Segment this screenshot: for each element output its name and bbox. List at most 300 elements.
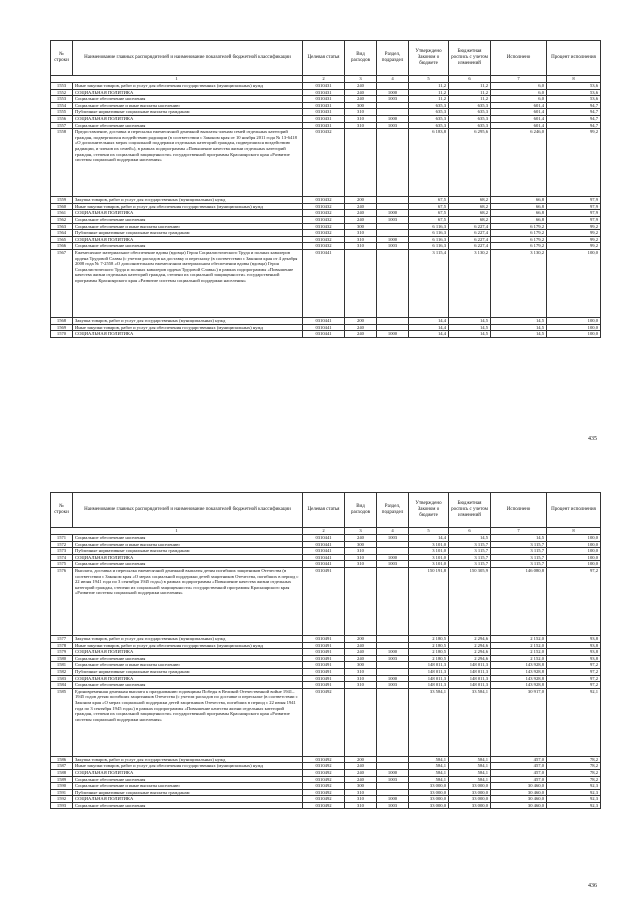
budget-amount: 33 000,0 [449, 783, 491, 790]
budget-amount: 14,5 [449, 324, 491, 331]
row-number: 1593 [51, 802, 73, 809]
row-name: Социальное обеспечение и иные выплаты населению [73, 223, 303, 230]
executed-amount: 30 460,0 [491, 783, 547, 790]
budget-amount: 6 227,4 [449, 243, 491, 250]
table-row [51, 243, 601, 250]
row-number: 1561 [51, 210, 73, 217]
approved-amount: 67,5 [409, 216, 449, 223]
percent-executed: 97,9 [547, 203, 601, 210]
target-article: 0310441 [303, 317, 345, 324]
expense-type: 200 [345, 197, 377, 204]
section [377, 548, 409, 555]
budget-amount: 33 584,1 [449, 688, 491, 756]
column-number: 8 [547, 76, 601, 83]
executed-amount: 3 115,7 [491, 561, 547, 568]
executed-amount: 30 460,0 [491, 802, 547, 809]
approved-amount: 584,1 [409, 756, 449, 763]
target-article: 0310491 [303, 567, 345, 635]
table-row [51, 662, 601, 669]
executed-amount: 143 928,8 [491, 682, 547, 689]
row-number: 1557 [51, 122, 73, 129]
budget-amount: 14,5 [449, 317, 491, 324]
column-number: 6 [449, 528, 491, 535]
target-article: 0310432 [303, 230, 345, 237]
row-name: Ежемесячное материальное обеспечение вдовы (вдовца) Героя Социалистического Труда и полных кавалеров ордена Трудовой Славы (с учетом расходов на доставку и пересылку (в соответствии с Законом края от 4 декабря 2008 года № 7-2558 «О дополнительном ежемесячном материальном обеспечении вдовы (вдовца) Героя Социалистического Труда и полных кавалеров ордена Трудовой Славы») в рамках подпрограммы «Повышение качества жизни отдельных категорий граждан, степени их социальной защищенности» государственной программы Красноярского края «Развитие системы социальной поддержки населения» [73, 249, 303, 317]
percent-executed: 92,3 [547, 796, 601, 803]
budget-amount: 68,2 [449, 197, 491, 204]
expense-type [345, 567, 377, 635]
expense-type: 240 [345, 763, 377, 770]
approved-amount: 14,4 [409, 317, 449, 324]
approved-amount: 33 000,0 [409, 789, 449, 796]
percent-executed: 100,0 [547, 331, 601, 338]
expense-type: 240 [345, 89, 377, 96]
percent-executed: 97,2 [547, 675, 601, 682]
approved-amount: 635,3 [409, 102, 449, 109]
row-name: Социальное обеспечение населения [73, 243, 303, 250]
header-target-article: Целевая статья [303, 493, 345, 528]
target-article: 0310431 [303, 89, 345, 96]
approved-amount: 14,4 [409, 324, 449, 331]
expense-type: 240 [345, 649, 377, 656]
table-row [51, 129, 601, 197]
budget-amount: 2 294,6 [449, 655, 491, 662]
expense-type: 300 [345, 662, 377, 669]
executed-amount: 143 928,8 [491, 662, 547, 669]
row-number: 1586 [51, 756, 73, 763]
table-row [51, 249, 601, 317]
header-approved: Утверждено Законом о бюджете [409, 493, 449, 528]
row-name: Социальное обеспечение и иные выплаты населению [73, 783, 303, 790]
percent-executed: 100,0 [547, 317, 601, 324]
percent-executed: 99,2 [547, 236, 601, 243]
row-number: 1573 [51, 548, 73, 555]
executed-amount: 457,0 [491, 756, 547, 763]
table-row [51, 769, 601, 776]
target-article: 0310432 [303, 197, 345, 204]
percent-executed: 99,2 [547, 230, 601, 237]
executed-amount: 143 928,8 [491, 668, 547, 675]
executed-amount: 3 115,7 [491, 541, 547, 548]
approved-amount: 3 115,4 [409, 249, 449, 317]
row-name: Социальное обеспечение населения [73, 682, 303, 689]
approved-amount: 11,2 [409, 89, 449, 96]
header-percent: Процент исполнения [547, 41, 601, 76]
row-name: Социальное обеспечение населения [73, 535, 303, 542]
column-number: 6 [449, 76, 491, 83]
approved-amount: 2 180,5 [409, 642, 449, 649]
row-name: Выплата, доставка и пересылка ежемесячной денежной выплаты детям погибших защитников Отечества (в соответствии с Законом края «О мерах социальной поддержки детей защитников Отечества, погибших в период с 22 июня 1941 года по 3 сентября 1945 года») в рамках подпрограммы «Повышение качества жизни отдельных категорий граждан, степени их социальной защищенности» государственной программы Красноярского края «Развитие системы социальной поддержки населения» [73, 567, 303, 635]
row-name: Единовременная денежная выплата к празднованию годовщины Победы в Великой Отечественной войне 1941–1945 годов детям погибших защитников Отечества (с учетом расходов по доставке и пересылке (в соответствии с Законом края «О мерах социальной поддержки детей защитников Отечества, погибших в период с 22 июня 1941 года по 3 сентября 1945 года») в рамках подпрограммы «Повышение качества жизни отдельных категорий граждан, степени их социальной защищенности» государственной программы Красноярского края «Развитие системы социальной поддержки населения» [73, 688, 303, 756]
budget-amount: 3 115,7 [449, 548, 491, 555]
expense-type [345, 249, 377, 317]
expense-type: 300 [345, 223, 377, 230]
approved-amount: 33 000,0 [409, 783, 449, 790]
section: 1003 [377, 802, 409, 809]
target-article: 0310431 [303, 96, 345, 103]
row-name: Социальное обеспечение и иные выплаты населению [73, 662, 303, 669]
section [377, 789, 409, 796]
budget-amount: 2 294,6 [449, 642, 491, 649]
row-number: 1579 [51, 649, 73, 656]
expense-type: 310 [345, 789, 377, 796]
column-number: 3 [345, 76, 377, 83]
target-article: 0310491 [303, 642, 345, 649]
executed-amount: 601,4 [491, 109, 547, 116]
executed-amount: 6 179,2 [491, 243, 547, 250]
executed-amount: 457,0 [491, 763, 547, 770]
target-article: 0310492 [303, 789, 345, 796]
approved-amount: 3 101,0 [409, 561, 449, 568]
row-number: 1559 [51, 197, 73, 204]
header-target-article: Целевая статья [303, 41, 345, 76]
expense-type: 240 [345, 642, 377, 649]
target-article: 0310431 [303, 102, 345, 109]
executed-amount: 6 179,2 [491, 223, 547, 230]
target-article: 0310441 [303, 548, 345, 555]
section: 1003 [377, 655, 409, 662]
expense-type: 240 [345, 769, 377, 776]
percent-executed: 97,2 [547, 668, 601, 675]
expense-type: 240 [345, 655, 377, 662]
header-approved: Утверждено Законом о бюджете [409, 41, 449, 76]
header-row-number: № строки [51, 493, 73, 528]
section: 1003 [377, 216, 409, 223]
row-name: СОЦИАЛЬНАЯ ПОЛИТИКА [73, 236, 303, 243]
approved-amount: 6 116,3 [409, 243, 449, 250]
expense-type: 310 [345, 675, 377, 682]
approved-amount: 584,1 [409, 769, 449, 776]
expense-type: 310 [345, 796, 377, 803]
row-number: 1577 [51, 635, 73, 642]
row-name: СОЦИАЛЬНАЯ ПОЛИТИКА [73, 554, 303, 561]
header-expense-type: Вид расходов [345, 41, 377, 76]
section [377, 230, 409, 237]
percent-executed: 100,0 [547, 554, 601, 561]
expense-type: 240 [345, 216, 377, 223]
approved-amount: 6 116,3 [409, 230, 449, 237]
target-article: 0310491 [303, 649, 345, 656]
row-name: Социальное обеспечение населения [73, 561, 303, 568]
section: 1000 [377, 89, 409, 96]
budget-amount: 584,1 [449, 776, 491, 783]
table-row [51, 802, 601, 809]
header-budget-list: Бюджетная роспись с учетом изменений [449, 493, 491, 528]
expense-type: 300 [345, 783, 377, 790]
executed-amount: 6,0 [491, 96, 547, 103]
approved-amount: 33 000,0 [409, 796, 449, 803]
percent-executed: 78,2 [547, 769, 601, 776]
table-row [51, 89, 601, 96]
budget-amount: 33 000,0 [449, 789, 491, 796]
row-name: Закупка товаров, работ и услуг для государственных (муниципальных) нужд [73, 197, 303, 204]
header-executed: Исполнено [491, 493, 547, 528]
percent-executed: 53,6 [547, 83, 601, 90]
expense-type: 300 [345, 541, 377, 548]
executed-amount: 3 115,7 [491, 554, 547, 561]
section [377, 324, 409, 331]
table-row [51, 642, 601, 649]
percent-executed: 78,2 [547, 756, 601, 763]
target-article: 0310492 [303, 796, 345, 803]
approved-amount: 150 191,8 [409, 567, 449, 635]
row-number: 1568 [51, 317, 73, 324]
expense-type: 310 [345, 122, 377, 129]
row-number: 1590 [51, 783, 73, 790]
budget-amount: 584,1 [449, 756, 491, 763]
expense-type: 310 [345, 236, 377, 243]
header-row-number: № строки [51, 41, 73, 76]
budget-amount: 6 295,6 [449, 129, 491, 197]
target-article: 0310431 [303, 115, 345, 122]
column-number: 1 [51, 76, 303, 83]
approved-amount: 11,2 [409, 96, 449, 103]
executed-amount: 14,5 [491, 317, 547, 324]
budget-amount: 11,2 [449, 96, 491, 103]
row-number: 1591 [51, 789, 73, 796]
table-row [51, 96, 601, 103]
column-number: 5 [409, 76, 449, 83]
approved-amount: 11,2 [409, 83, 449, 90]
column-number: 7 [491, 528, 547, 535]
section [377, 102, 409, 109]
percent-executed: 53,6 [547, 96, 601, 103]
row-name: Социальное обеспечение и иные выплаты населению [73, 102, 303, 109]
percent-executed: 92,1 [547, 688, 601, 756]
expense-type: 310 [345, 548, 377, 555]
percent-executed: 92,3 [547, 789, 601, 796]
budget-amount: 6 227,4 [449, 236, 491, 243]
row-number: 1558 [51, 129, 73, 197]
expense-type: 240 [345, 776, 377, 783]
table-row [51, 210, 601, 217]
executed-amount: 14,5 [491, 331, 547, 338]
target-article: 0310491 [303, 675, 345, 682]
table-row [51, 223, 601, 230]
row-number: 1564 [51, 230, 73, 237]
row-name: Закупка товаров, работ и услуг для государственных (муниципальных) нужд [73, 317, 303, 324]
column-number: 1 [51, 528, 303, 535]
row-name: Публичные нормативные социальные выплаты гражданам [73, 109, 303, 116]
section: 1000 [377, 236, 409, 243]
percent-executed: 93,8 [547, 655, 601, 662]
row-name: Закупка товаров, работ и услуг для государственных (муниципальных) нужд [73, 635, 303, 642]
row-number: 1563 [51, 223, 73, 230]
row-number: 1566 [51, 243, 73, 250]
column-number: 5 [409, 528, 449, 535]
row-name: Закупка товаров, работ и услуг для государственных (муниципальных) нужд [73, 756, 303, 763]
approved-amount: 3 101,0 [409, 548, 449, 555]
approved-amount: 148 011,3 [409, 662, 449, 669]
budget-amount: 148 011,3 [449, 682, 491, 689]
table-row [51, 756, 601, 763]
table-row [51, 122, 601, 129]
percent-executed: 97,2 [547, 682, 601, 689]
column-number: 4 [377, 528, 409, 535]
target-article: 0310492 [303, 776, 345, 783]
budget-amount: 6 227,4 [449, 223, 491, 230]
target-article: 0310492 [303, 756, 345, 763]
percent-executed: 93,8 [547, 635, 601, 642]
budget-amount: 2 294,6 [449, 635, 491, 642]
budget-amount: 150 305,9 [449, 567, 491, 635]
budget-amount: 635,3 [449, 109, 491, 116]
table-row [51, 102, 601, 109]
budget-table-page-436 [50, 492, 600, 809]
percent-executed: 100,0 [547, 561, 601, 568]
target-article: 0310491 [303, 662, 345, 669]
approved-amount: 67,5 [409, 197, 449, 204]
section [377, 763, 409, 770]
executed-amount: 601,4 [491, 122, 547, 129]
section: 1003 [377, 561, 409, 568]
row-number: 1588 [51, 769, 73, 776]
budget-amount: 14,5 [449, 331, 491, 338]
table-row [51, 115, 601, 122]
percent-executed: 97,2 [547, 567, 601, 635]
row-number: 1592 [51, 796, 73, 803]
table-row [51, 203, 601, 210]
executed-amount: 457,0 [491, 776, 547, 783]
target-article: 0310492 [303, 688, 345, 756]
approved-amount: 3 101,0 [409, 554, 449, 561]
budget-table [50, 492, 601, 809]
section: 1003 [377, 243, 409, 250]
executed-amount: 6,0 [491, 89, 547, 96]
percent-executed: 78,2 [547, 776, 601, 783]
row-name: СОЦИАЛЬНАЯ ПОЛИТИКА [73, 769, 303, 776]
approved-amount: 3 101,0 [409, 541, 449, 548]
table-row [51, 216, 601, 223]
approved-amount: 635,3 [409, 115, 449, 122]
expense-type [345, 688, 377, 756]
percent-executed: 97,9 [547, 210, 601, 217]
row-name: Социальное обеспечение и иные выплаты населению [73, 541, 303, 548]
table-row [51, 776, 601, 783]
target-article: 0310441 [303, 554, 345, 561]
approved-amount: 148 011,3 [409, 675, 449, 682]
row-number: 1585 [51, 688, 73, 756]
table-row [51, 783, 601, 790]
section [377, 249, 409, 317]
column-number: 3 [345, 528, 377, 535]
executed-amount: 2 152,0 [491, 642, 547, 649]
column-number: 4 [377, 76, 409, 83]
page-number: 435 [588, 436, 597, 442]
target-article: 0310492 [303, 763, 345, 770]
expense-type: 310 [345, 682, 377, 689]
row-number: 1582 [51, 668, 73, 675]
percent-executed: 53,6 [547, 89, 601, 96]
table-row [51, 548, 601, 555]
target-article: 0310432 [303, 216, 345, 223]
table-row [51, 688, 601, 756]
target-article: 0310432 [303, 236, 345, 243]
budget-amount: 68,2 [449, 216, 491, 223]
budget-amount: 148 011,3 [449, 675, 491, 682]
table-row [51, 230, 601, 237]
row-number: 1576 [51, 567, 73, 635]
target-article: 0310441 [303, 324, 345, 331]
section [377, 129, 409, 197]
executed-amount: 30 460,0 [491, 789, 547, 796]
row-number: 1580 [51, 655, 73, 662]
percent-executed: 100,0 [547, 541, 601, 548]
section [377, 197, 409, 204]
row-name: СОЦИАЛЬНАЯ ПОЛИТИКА [73, 115, 303, 122]
budget-amount: 635,3 [449, 115, 491, 122]
expense-type: 310 [345, 668, 377, 675]
budget-table [50, 40, 601, 338]
target-article: 0310431 [303, 83, 345, 90]
row-number: 1553 [51, 83, 73, 90]
row-number: 1583 [51, 675, 73, 682]
table-row [51, 635, 601, 642]
percent-executed: 99,2 [547, 129, 601, 197]
table-row [51, 83, 601, 90]
row-name: Иные закупки товаров, работ и услуг для обеспечения государственных (муниципальных) нужд [73, 83, 303, 90]
section [377, 688, 409, 756]
row-name: Иные закупки товаров, работ и услуг для обеспечения государственных (муниципальных) нужд [73, 324, 303, 331]
budget-amount: 3 130,2 [449, 249, 491, 317]
executed-amount: 66,8 [491, 197, 547, 204]
row-number: 1574 [51, 554, 73, 561]
budget-amount: 11,2 [449, 83, 491, 90]
percent-executed: 97,9 [547, 216, 601, 223]
header-expense-type: Вид расходов [345, 493, 377, 528]
expense-type: 240 [345, 331, 377, 338]
row-name: СОЦИАЛЬНАЯ ПОЛИТИКА [73, 675, 303, 682]
budget-amount: 584,1 [449, 769, 491, 776]
executed-amount: 2 152,0 [491, 655, 547, 662]
executed-amount: 6 179,2 [491, 236, 547, 243]
expense-type: 310 [345, 561, 377, 568]
executed-amount: 3 115,7 [491, 548, 547, 555]
target-article: 0310441 [303, 331, 345, 338]
executed-amount: 3 130,2 [491, 249, 547, 317]
expense-type: 310 [345, 109, 377, 116]
target-article: 0310431 [303, 122, 345, 129]
row-number: 1553 [51, 96, 73, 103]
section: 1003 [377, 776, 409, 783]
section: 1003 [377, 535, 409, 542]
header-executed: Исполнено [491, 41, 547, 76]
row-name: Социальное обеспечение населения [73, 776, 303, 783]
budget-amount: 635,3 [449, 122, 491, 129]
budget-amount: 3 115,7 [449, 561, 491, 568]
approved-amount: 584,1 [409, 776, 449, 783]
row-name: Социальное обеспечение населения [73, 216, 303, 223]
row-number: 1589 [51, 776, 73, 783]
executed-amount: 143 928,8 [491, 675, 547, 682]
target-article: 0310491 [303, 682, 345, 689]
target-article: 0310432 [303, 243, 345, 250]
section [377, 83, 409, 90]
section [377, 668, 409, 675]
budget-amount: 635,3 [449, 102, 491, 109]
table-row [51, 789, 601, 796]
expense-type: 200 [345, 317, 377, 324]
approved-amount: 14,4 [409, 331, 449, 338]
percent-executed: 94,7 [547, 115, 601, 122]
target-article: 0310431 [303, 109, 345, 116]
percent-executed: 100,0 [547, 324, 601, 331]
row-name: Публичные нормативные социальные выплаты гражданам [73, 230, 303, 237]
executed-amount: 30 460,0 [491, 796, 547, 803]
section [377, 203, 409, 210]
table-row [51, 317, 601, 324]
approved-amount: 6 116,3 [409, 223, 449, 230]
